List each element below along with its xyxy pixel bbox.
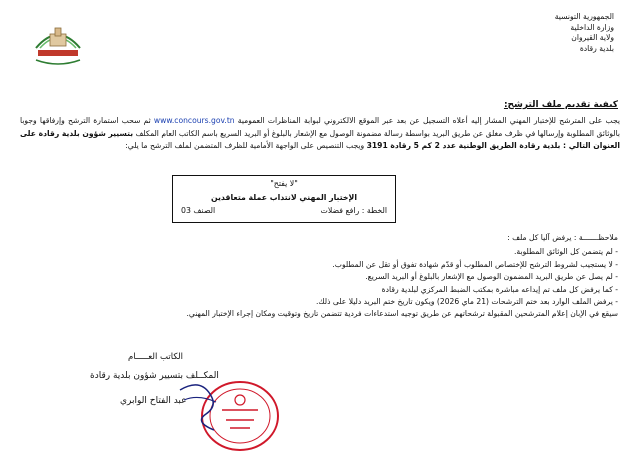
section-title: كيفية تقديم ملف الترشح:	[503, 100, 618, 110]
note-item: - لم يصل عن طريق البريد المضمون الوصول مع الإشعار بالبلوغ أو البريد السريع.	[365, 272, 618, 282]
address-text: بتسيير شؤون بلدية رقادة على العنوان التالي : بلدية رقادة الطريق الوطنية عدد 2 كم 5 رقادة 3191	[20, 128, 620, 150]
instructions-paragraph	[20, 115, 620, 153]
final-note: سيقع في الإبان إعلام المترشحين المقبولة ترشحاتهم عن طريق توجيه استدعاءات فردية تتضمن تاريخ وتوقيت ومكان إجراء الإختبار المهني.	[186, 309, 618, 319]
position-category: الصنف 03	[181, 206, 216, 215]
note-item: - لم يتضمن كل الوثائق المطلوبة.	[513, 247, 618, 257]
header-line: بلدية رقادة	[579, 43, 614, 53]
note-item: - لا يستجيب لشروط الترشح للإختصاص المطلوب أو قدّم شهادة تفوق أو تقل عن المطلوب.	[332, 259, 618, 269]
envelope-label-box	[172, 175, 396, 223]
issuer-header	[494, 12, 614, 54]
paragraph-text: ثم سحب استمارة الترشح وإرفاقها وجوبا بالوثائق المطلوبة وإرسالها في ظرف مغلق عن طريق البريد بواسطة رسالة مضمونة الوصول مع الإشعار بالبلوغ أو البريد السريع باسم الكاتب العام المكلف	[20, 116, 620, 138]
signatory-name: عبد الفتاح الوابري	[120, 396, 187, 406]
municipality-logo-icon	[30, 18, 86, 68]
header-line: وزارة الداخلية	[570, 22, 614, 32]
concours-link[interactable]: www.concours.gov.tn	[153, 116, 235, 125]
notes-section	[28, 232, 618, 321]
signatory-title: الكاتب العـــــام	[128, 352, 184, 362]
position-grade: الخطة : رافع فضلات	[320, 206, 387, 215]
position-row	[181, 206, 387, 215]
official-stamp-icon	[170, 370, 290, 452]
do-not-open-label: "لا يفتح"	[270, 179, 298, 188]
header-line: الجمهورية التونسية	[554, 12, 614, 21]
note-item: - كما يرفض كل ملف تم إيداعه مباشرة بمكتب الضبط المركزي لبلدية رقادة	[381, 284, 618, 294]
paragraph-text: ويجب التنصيص على الواجهة الأمامية للظرف المتضمن لملف الترشح ما يلي:	[125, 141, 367, 150]
exam-title: الإختبار المهني لانتداب عملة متعاقدين	[210, 193, 358, 202]
paragraph-text: يجب على المترشح للإختبار المهني المشار إليه أعلاه التسجيل عن بعد عبر الموقع الالكتروني لبوابة المناظرات العمومية	[234, 116, 620, 125]
signatory-role: المكــلف بتسيير شؤون بلدية رقادة	[90, 371, 219, 381]
header-line: ولاية القيروان	[571, 33, 614, 42]
notes-heading: ملاحظـــــــة : يرفض آليا كل ملف :	[507, 233, 618, 242]
note-item: - يرفض الملف الوارد بعد ختم الترشحات (21 ماي 2026) ويكون تاريخ ختم البريد دليلا على ذلك.	[315, 297, 618, 307]
